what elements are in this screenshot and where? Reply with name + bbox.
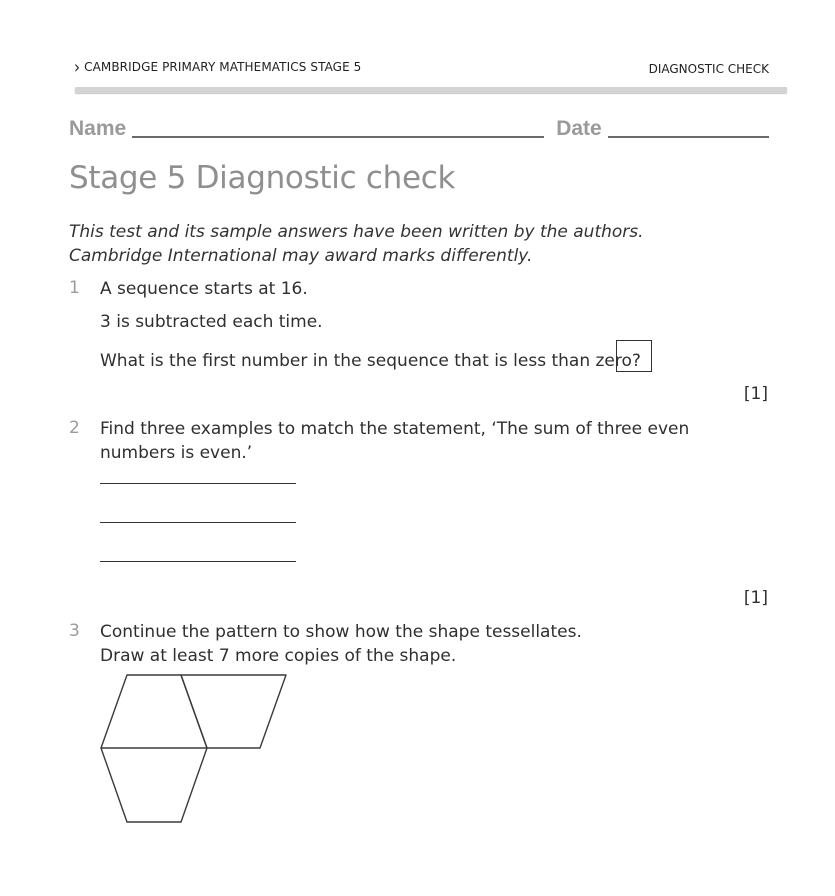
intro-line: This test and its sample answers have been written by the authors. — [69, 222, 644, 242]
intro-line: Cambridge International may award marks differently. — [69, 246, 533, 266]
marks-label: [1] — [743, 384, 768, 404]
question-text: numbers is even.’ — [100, 443, 253, 463]
question-text: Continue the pattern to show how the shape tessellates. — [100, 622, 582, 642]
answer-line[interactable] — [100, 483, 296, 484]
name-label: Name — [69, 117, 127, 140]
intro-note — [69, 220, 644, 268]
question-text: 3 is subtracted each time. — [100, 312, 323, 332]
question-number: 1 — [69, 278, 80, 298]
question-number: 2 — [69, 418, 80, 438]
date-label: Date — [556, 117, 602, 140]
page-title: Stage 5 Diagnostic check — [69, 160, 456, 196]
answer-line[interactable] — [100, 522, 296, 523]
header-left-label: CAMBRIDGE PRIMARY MATHEMATICS STAGE 5 — [84, 60, 362, 74]
question-text: Draw at least 7 more copies of the shape. — [100, 646, 457, 666]
tessellation-diagram — [95, 670, 295, 830]
date-field[interactable] — [608, 116, 769, 138]
header-divider — [75, 87, 787, 93]
question-text: A sequence starts at 16. — [100, 279, 308, 299]
question-text: What is the first number in the sequence that is less than zero? — [100, 351, 641, 371]
parallelogram-shape — [181, 675, 286, 748]
question-number: 3 — [69, 621, 80, 641]
question-text: Find three examples to match the statement, ‘The sum of three even — [100, 419, 690, 439]
name-field[interactable] — [132, 116, 544, 138]
header-right-label: DIAGNOSTIC CHECK — [648, 62, 769, 76]
marks-label: [1] — [743, 588, 768, 608]
header-breadcrumb — [74, 56, 362, 78]
answer-box[interactable] — [616, 340, 652, 372]
answer-line[interactable] — [100, 561, 296, 562]
chevron-right-icon: › — [74, 56, 81, 78]
name-date-row — [69, 116, 769, 141]
